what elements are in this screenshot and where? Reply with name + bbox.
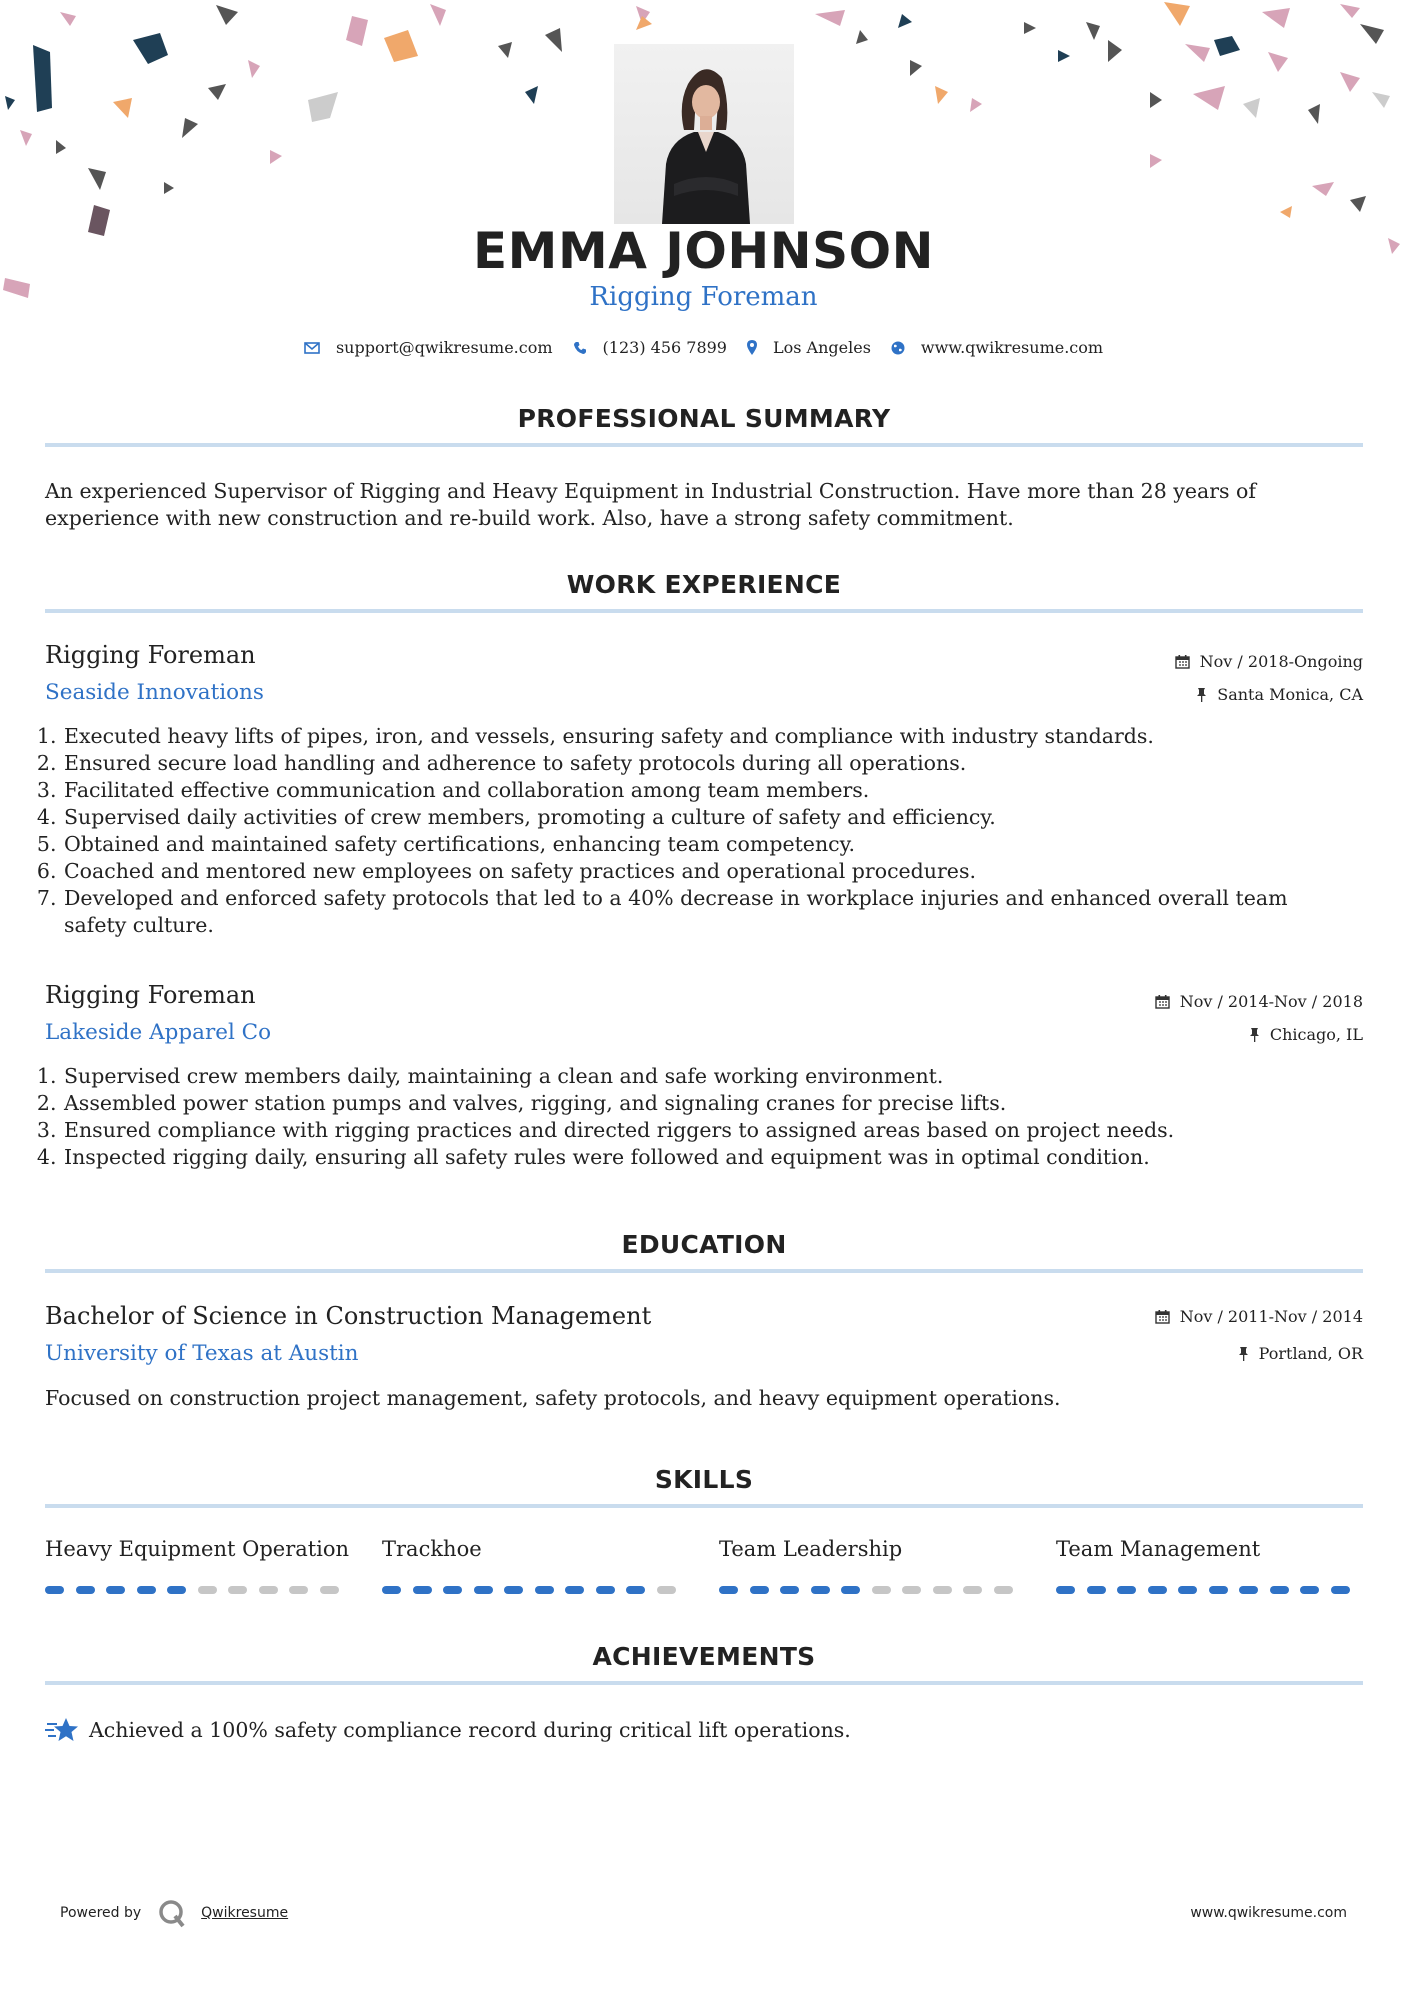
phone-icon [573,341,587,355]
skill-dot-filled [535,1586,554,1594]
calendar-icon [1155,1309,1170,1324]
job-2-date-text: Nov / 2014-Nov / 2018 [1179,992,1363,1011]
globe-icon [891,341,905,355]
skill-dot-filled [106,1586,125,1594]
summary-heading: PROFESSIONAL SUMMARY [517,404,891,433]
star-icon [45,1716,79,1744]
achievements-heading: ACHIEVEMENTS [592,1642,816,1671]
skill-dot-filled [811,1586,830,1594]
education-date-text: Nov / 2011-Nov / 2014 [1179,1307,1363,1326]
skill-level-meter [1056,1586,1361,1594]
job-1-date [1175,652,1363,671]
skill-dot-filled [1331,1586,1350,1594]
education-description: Focused on construction project management, safety protocols, and heavy equipment operations. [45,1386,1061,1410]
contact-email-text: support@qwikresume.com [335,338,553,357]
contact-location-text: Los Angeles [772,338,871,357]
qwikresume-logo-icon [157,1898,187,1928]
job-1-location-text: Santa Monica, CA [1217,685,1363,704]
job-1-bullet: 3. Facilitated effective communication and collaboration among team members. [63,777,1353,804]
envelope-icon [304,341,320,355]
skill-name: Heavy Equipment Operation [45,1537,350,1561]
skill-name: Team Management [1056,1537,1261,1561]
skill-dot-filled [780,1586,799,1594]
skill-dot-filled [1087,1586,1106,1594]
job-2-location [1249,1025,1363,1044]
job-2-bullet: 3. Ensured compliance with rigging practices and directed riggers to assigned areas based on project needs. [63,1117,1353,1144]
skill-dot-filled [596,1586,615,1594]
job-2-bullet: 1. Supervised crew members daily, maintaining a clean and safe working environment. [63,1063,1353,1090]
skill-dot-filled [1239,1586,1258,1594]
skill-dot-filled [1270,1586,1289,1594]
job-1-bullet: 6. Coached and mentored new employees on safety practices and operational procedures. [63,858,1353,885]
education-school: University of Texas at Austin [45,1341,359,1366]
candidate-name: EMMA JOHNSON [473,222,934,280]
skill-dot-empty [198,1586,217,1594]
skill-dot-filled [750,1586,769,1594]
skill-dot-empty [320,1586,339,1594]
calendar-icon [1175,654,1190,669]
job-1-bullet: 5. Obtained and maintained safety certifications, enhancing team competency. [63,831,1353,858]
education-location [1238,1344,1363,1363]
skills-heading: SKILLS [654,1465,754,1494]
education-divider [45,1269,1363,1273]
skill-dot-filled [626,1586,645,1594]
candidate-role: Rigging Foreman [589,282,818,312]
achievement-item [45,1716,851,1744]
skill-dot-filled [167,1586,186,1594]
education-heading: EDUCATION [621,1230,787,1259]
job-1-bullet: 1. Executed heavy lifts of pipes, iron, and vessels, ensuring safety and compliance with industry standards. [63,723,1353,750]
job-2-bullet: 2. Assembled power station pumps and valves, rigging, and signaling cranes for precise lifts. [63,1090,1353,1117]
pushpin-icon [1249,1027,1260,1042]
skill-dot-empty [872,1586,891,1594]
skill-level-meter [45,1586,350,1594]
achievement-text: Achieved a 100% safety compliance record during critical lift operations. [89,1718,851,1742]
footer-powered-by [60,1898,288,1928]
job-1-bullet: 2. Ensured secure load handling and adherence to safety protocols during all operations. [63,750,1353,777]
skill-dot-empty [657,1586,676,1594]
skill-dot-filled [382,1586,401,1594]
contact-phone[interactable] [573,338,727,357]
job-1-bullet: 4. Supervised daily activities of crew members, promoting a culture of safety and efficiency. [63,804,1353,831]
skill-dot-empty [963,1586,982,1594]
contact-location [747,338,871,357]
skill-name: Trackhoe [382,1537,482,1561]
skill-dot-filled [45,1586,64,1594]
summary-divider [45,443,1363,447]
pushpin-icon [1238,1346,1249,1361]
skill-dot-filled [1148,1586,1167,1594]
skill-dot-empty [259,1586,278,1594]
skill-dot-empty [902,1586,921,1594]
skill-level-meter [719,1586,1024,1594]
skill-dot-filled [474,1586,493,1594]
skill-dot-filled [1117,1586,1136,1594]
skill-dot-filled [76,1586,95,1594]
skill-dot-empty [289,1586,308,1594]
job-1-bullet: 7. Developed and enforced safety protocols that led to a 40% decrease in workplace injuries and enhanced overall team safety culture. [63,885,1353,939]
skill-dot-filled [504,1586,523,1594]
skill-dot-filled [1300,1586,1319,1594]
skill-level-meter [382,1586,687,1594]
experience-divider [45,609,1363,613]
job-2-title: Rigging Foreman [45,981,256,1009]
job-1-date-text: Nov / 2018-Ongoing [1199,652,1363,671]
education-date [1155,1307,1363,1326]
map-marker-icon [747,340,757,355]
footer-url[interactable]: www.qwikresume.com [1190,1905,1347,1921]
job-2-bullets [45,1063,1353,1171]
skill-dot-empty [933,1586,952,1594]
contact-website[interactable] [891,338,1103,357]
skills-divider [45,1504,1363,1508]
job-1-location [1196,685,1363,704]
pushpin-icon [1196,687,1207,702]
job-1-title: Rigging Foreman [45,641,256,669]
skill-dot-filled [565,1586,584,1594]
profile-photo [614,44,794,224]
skill-dot-empty [228,1586,247,1594]
skill-dot-filled [413,1586,432,1594]
contact-bar [0,338,1407,357]
skill-dot-filled [1178,1586,1197,1594]
contact-website-text: www.qwikresume.com [920,338,1104,357]
skill-dot-filled [1209,1586,1228,1594]
skill-name: Team Leadership [719,1537,903,1561]
job-2-location-text: Chicago, IL [1269,1025,1363,1044]
footer-brand-link[interactable]: Qwikresume [201,1905,289,1921]
skill-dot-filled [719,1586,738,1594]
job-1-bullets [45,723,1353,939]
skill-dot-filled [1056,1586,1075,1594]
powered-by-label: Powered by [60,1905,142,1921]
job-2-date [1155,992,1363,1011]
summary-text: An experienced Supervisor of Rigging and Heavy Equipment in Industrial Construction. Have more than 28 years of experience with new construction and re-build work. Also, have a strong safety commitment. [45,479,1256,530]
job-2-company: Lakeside Apparel Co [45,1020,272,1045]
skill-dot-empty [994,1586,1013,1594]
contact-phone-text: (123) 456 7899 [602,338,727,357]
person-silhouette-icon [614,44,794,224]
job-1-company: Seaside Innovations [45,680,264,705]
job-2-bullet: 4. Inspected rigging daily, ensuring all safety rules were followed and equipment was in optimal condition. [63,1144,1353,1171]
achievements-divider [45,1681,1363,1685]
education-location-text: Portland, OR [1258,1344,1363,1363]
skill-dot-filled [841,1586,860,1594]
contact-email[interactable] [304,338,553,357]
education-degree: Bachelor of Science in Construction Management [45,1302,652,1330]
skill-dot-filled [137,1586,156,1594]
calendar-icon [1155,994,1170,1009]
skill-dot-filled [443,1586,462,1594]
experience-heading: WORK EXPERIENCE [566,570,842,599]
